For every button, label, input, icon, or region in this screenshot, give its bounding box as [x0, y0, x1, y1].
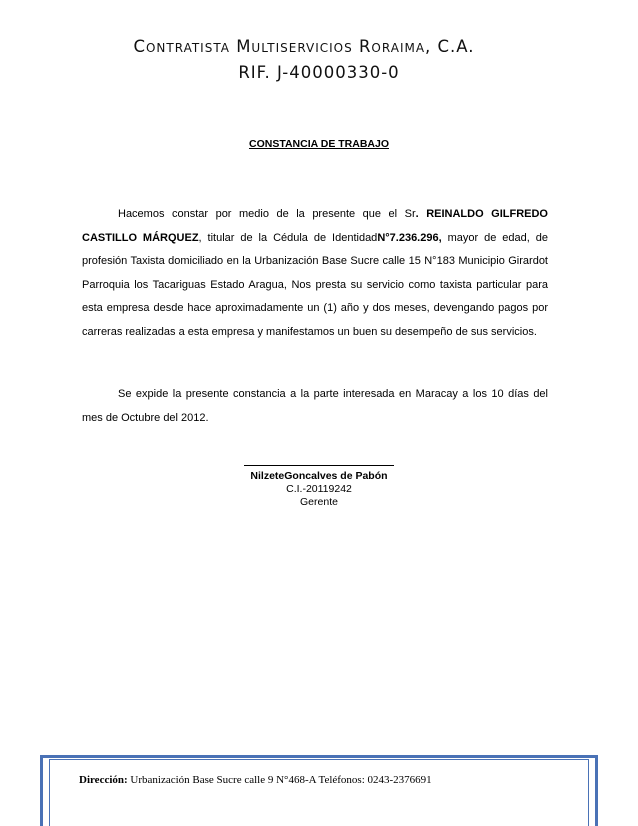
body-paragraph-2	[82, 383, 548, 430]
paragraph-2-text: Se expide la presente constancia a la parte interesada en Maracay a los 10 días del mes de Octubre del 2012.	[82, 388, 548, 424]
employee-name: . REINALDO GILFREDO CASTILLO MÁRQUEZ	[82, 208, 548, 244]
body-paragraph-1	[82, 203, 548, 344]
signer-role: Gerente	[300, 496, 338, 508]
paragraph-1-text-a: Hacemos constar por medio de la presente que el Sr	[118, 208, 416, 220]
paragraph-1-text-b: , titular de la Cédula de Identidad	[198, 231, 378, 244]
footer-frame	[40, 755, 598, 826]
footer-address	[79, 774, 432, 786]
signature-block	[234, 465, 404, 509]
employee-id-number: N°7.236.296,	[377, 231, 442, 244]
company-name: Contratista Multiservicios Roraima, C.A.	[133, 37, 475, 56]
footer-address-text: Urbanización Base Sucre calle 9 N°468-A Teléfonos: 0243-2376691	[127, 774, 432, 786]
footer-label: Dirección:	[79, 774, 128, 786]
signature-line	[244, 465, 394, 466]
document-title: CONSTANCIA DE TRABAJO	[248, 138, 389, 150]
footer-inner-frame	[49, 759, 589, 826]
company-rif: RIF. J-40000330-0	[238, 63, 400, 82]
signer-id: C.I.-20119242	[286, 483, 352, 495]
paragraph-1-text-c: mayor de edad, de profesión Taxista domiciliado en la Urbanización Base Sucre calle 15 N°183 Municipio Girardot Parroquia los Tacariguas Estado Aragua, Nos presta su servicio como taxista particular para esta empresa desde hace aproximadamente un (1) año y dos meses, devengando pagos por carreras realizadas a esta empresa y manifestamos un buen su desempeño de sus servicios.	[82, 231, 548, 338]
signer-name: NilzeteGoncalves de Pabón	[250, 470, 388, 482]
letterhead	[0, 34, 638, 86]
